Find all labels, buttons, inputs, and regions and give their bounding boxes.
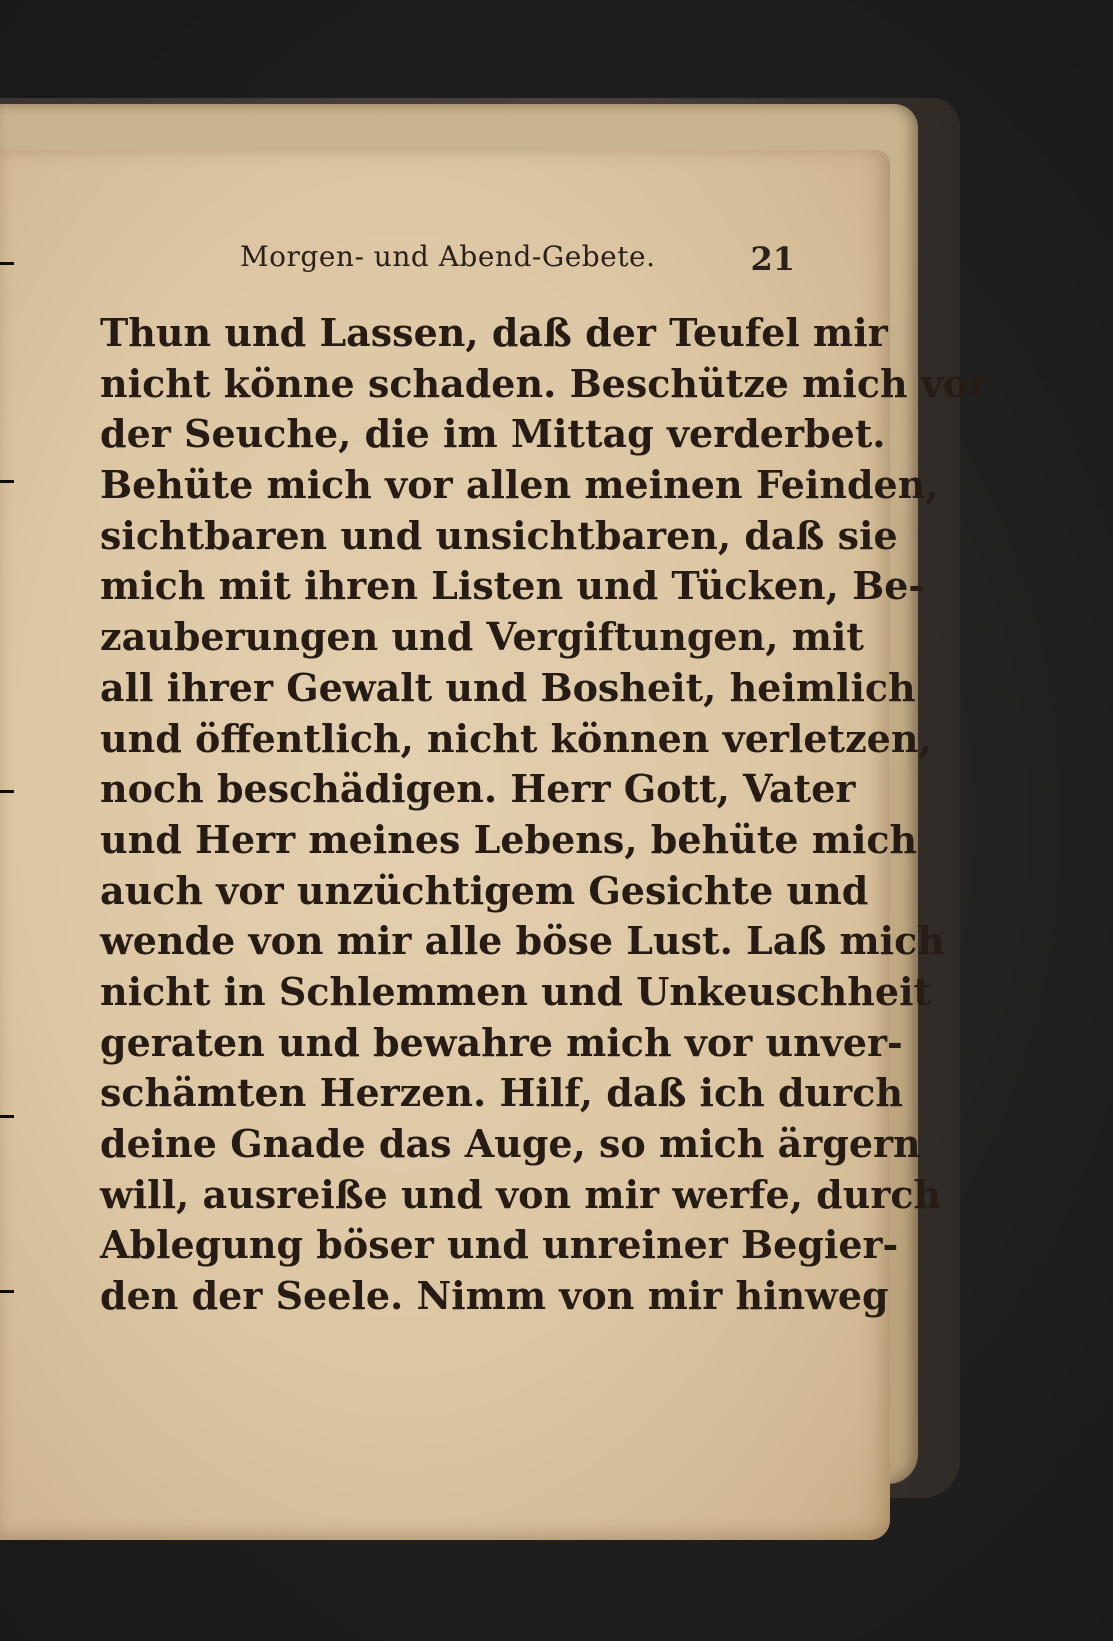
text-line: zauberungen und Vergiftungen, mit xyxy=(100,614,864,660)
text-line: mich mit ihren Listen und Tücken, Be- xyxy=(100,563,925,609)
text-line: Thun und Lassen, daß der Teufel mir xyxy=(100,310,888,355)
text-line: den der Seele. Nimm von mir hinweg xyxy=(100,1273,889,1319)
text-line: nicht in Schlemmen und Unkeuschheit xyxy=(100,968,932,1014)
text-line: all ihrer Gewalt und Bosheit, heimlich xyxy=(100,664,916,710)
text-line: auch vor unzüchtigem Gesichte und xyxy=(100,867,869,913)
page-number: 21 xyxy=(750,240,795,278)
body-text xyxy=(100,308,989,1322)
text-line: der Seuche, die im Mittag verderbet. xyxy=(100,411,886,457)
text-line: Ablegung böser und unreiner Begier- xyxy=(100,1222,899,1268)
text-line: wende von mir alle böse Lust. Laß mich xyxy=(100,918,945,964)
text-line: schämten Herzen. Hilf, daß ich durch xyxy=(100,1070,903,1116)
text-line: geraten und bewahre mich vor unver- xyxy=(100,1019,903,1065)
text-line: und Herr meines Lebens, behüte mich xyxy=(100,816,918,862)
text-line: deine Gnade das Auge, so mich ärgern xyxy=(100,1121,921,1166)
page-header xyxy=(240,240,795,280)
running-head: Morgen- und Abend-Gebete. xyxy=(240,240,656,273)
text-line: und öffentlich, nicht können verletzen, xyxy=(100,715,932,761)
text-line: will, ausreiße und von mir werfe, durch xyxy=(100,1171,942,1217)
text-line: Behüte mich vor allen meinen Feinden, xyxy=(100,462,939,508)
text-line: nicht könne schaden. Beschütze mich vor xyxy=(100,360,989,406)
text-line: noch beschädigen. Herr Gott, Vater xyxy=(100,766,856,812)
text-line: sichtbaren und unsichtbaren, daß sie xyxy=(100,512,898,558)
